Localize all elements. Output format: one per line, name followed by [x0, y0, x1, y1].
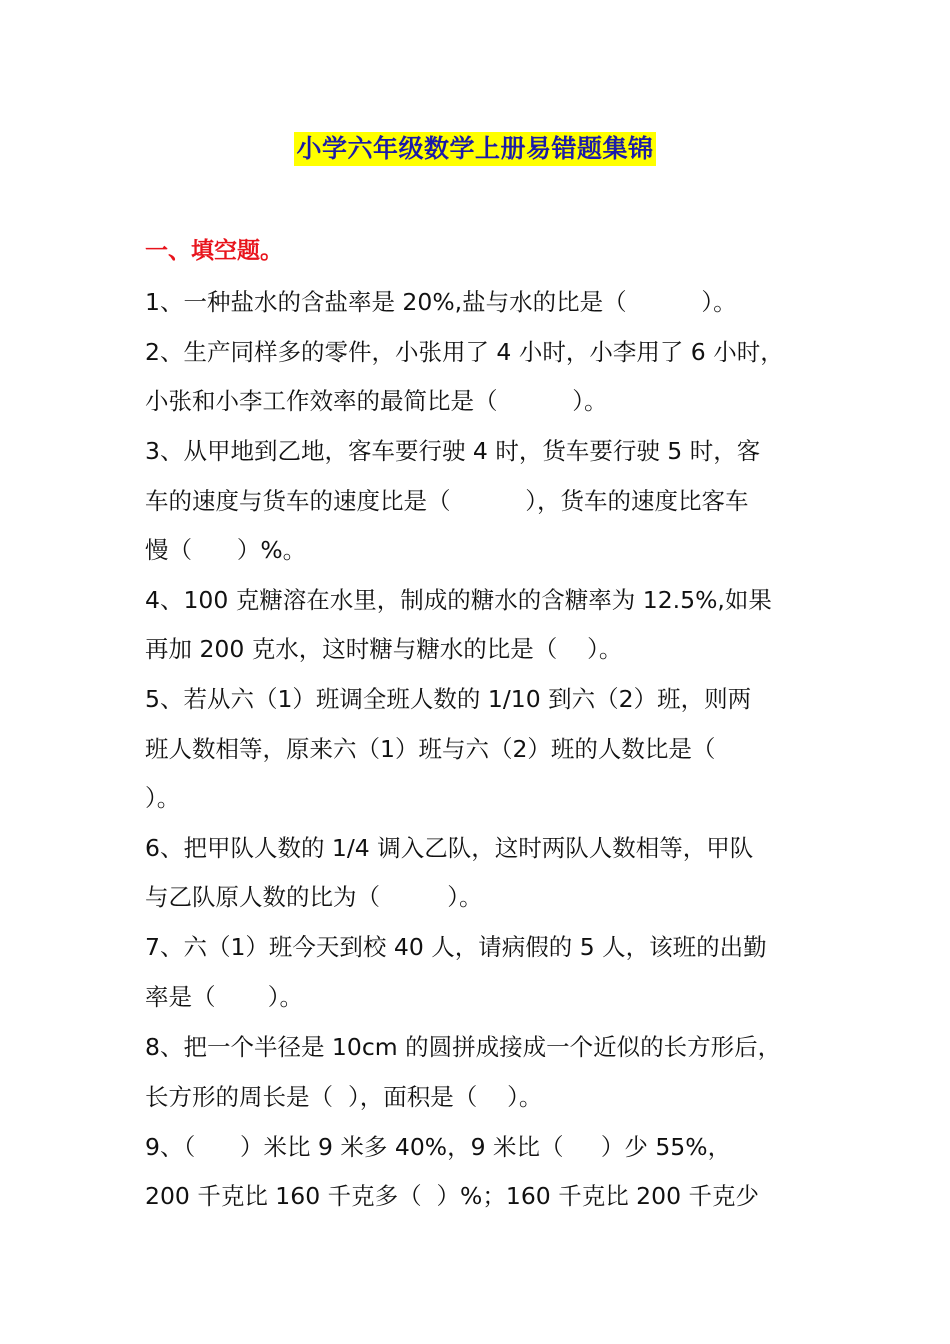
question-line: ）。	[145, 784, 181, 812]
question-line: 小张和小李工作效率的最简比是（ ）。	[145, 387, 608, 415]
question-line: 8、把一个半径是 10cm 的圆拼成接成一个近似的长方形后，	[145, 1033, 782, 1061]
question-line: 2、生产同样多的零件，小张用了 4 小时，小李用了 6 小时，	[145, 338, 784, 366]
document-title: 小学六年级数学上册易错题集锦	[294, 132, 655, 166]
section-heading-fill-in-blank: 一、填空题。	[145, 238, 283, 264]
question-line: 4、100 克糖溶在水里，制成的糖水的含糖率为 12.5%,如果	[145, 586, 772, 614]
question-line: 再加 200 克水，这时糖与糖水的比是（ ）。	[145, 635, 623, 663]
question-line: 1、一种盐水的含盐率是 20%,盐与水的比是（ ）。	[145, 288, 737, 316]
question-line: 车的速度与货车的速度比是（ ），货车的速度比客车	[145, 487, 749, 515]
question-line: 6、把甲队人数的 1/4 调入乙队，这时两队人数相等，甲队	[145, 834, 754, 862]
question-line: 慢（ ）%。	[145, 536, 307, 564]
question-line: 长方形的周长是（ ），面积是（ ）。	[145, 1083, 543, 1111]
question-line: 5、若从六（1）班调全班人数的 1/10 到六（2）班，则两	[145, 685, 752, 713]
title-container	[0, 132, 950, 166]
question-line: 班人数相等，原来六（1）班与六（2）班的人数比是（	[145, 735, 716, 763]
question-line: 9、（ ）米比 9 米多 40%，9 米比（ ）少 55%，	[145, 1133, 732, 1161]
question-line: 3、从甲地到乙地，客车要行驶 4 时，货车要行驶 5 时，客	[145, 437, 761, 465]
question-line: 率是（ ）。	[145, 983, 304, 1011]
question-line: 7、六（1）班今天到校 40 人，请病假的 5 人，该班的出勤	[145, 933, 767, 961]
question-line: 与乙队原人数的比为（ ）。	[145, 883, 483, 911]
question-line: 200 千克比 160 千克多（ ）%；160 千克比 200 千克少	[145, 1182, 760, 1210]
